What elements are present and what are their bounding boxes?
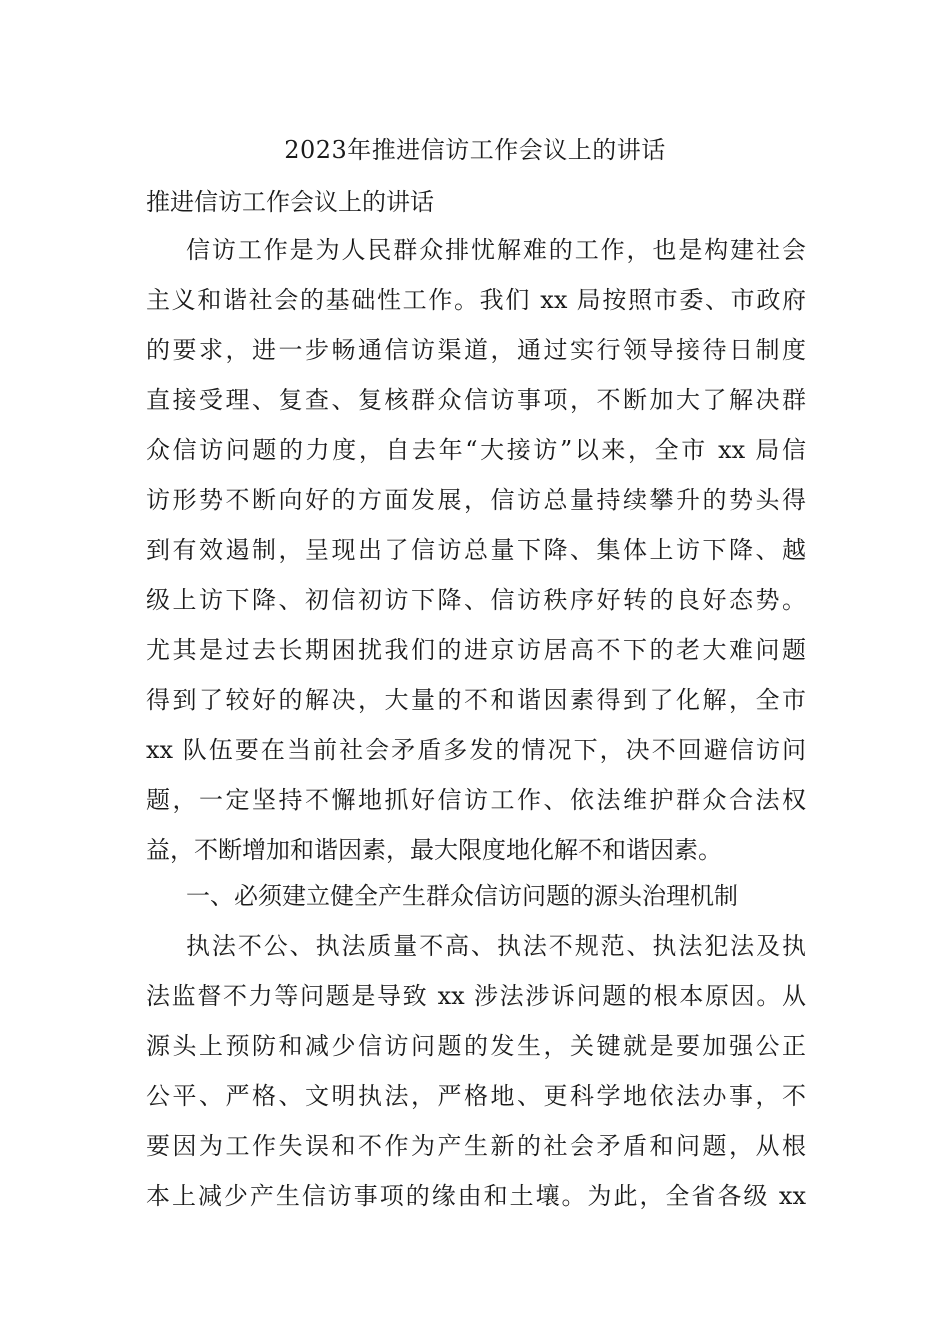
paragraph1-line: 益，不断增加和谐因素，最大限度地化解不和谐因素。 (146, 836, 722, 864)
paragraph1-line: 信访工作是为人民群众排忧解难的工作，也是构建社会 (186, 236, 806, 264)
paragraph1-line: 得到了较好的解决，大量的不和谐因素得到了化解，全市 (146, 686, 806, 714)
paragraph1-line: xx 队伍要在当前社会矛盾多发的情况下，决不回避信访问 (146, 736, 806, 764)
document-title: 2023年推进信访工作会议上的讲话 (284, 136, 666, 164)
document-subtitle: 推进信访工作会议上的讲话 (146, 188, 434, 216)
paragraph2-line: 法监督不力等问题是导致 xx 涉法涉诉问题的根本原因。从 (146, 982, 806, 1010)
paragraph2-line: 要因为工作失误和不作为产生新的社会矛盾和问题，从根 (146, 1132, 806, 1160)
paragraph2-line: 公平、严格、文明执法，严格地、更科学地依法办事，不 (146, 1082, 806, 1110)
paragraph1-line: 题，一定坚持不懈地抓好信访工作、依法维护群众合法权 (146, 786, 806, 814)
paragraph1-line: 直接受理、复查、复核群众信访事项，不断加大了解决群 (146, 386, 806, 414)
paragraph1-line: 访形势不断向好的方面发展，信访总量持续攀升的势头得 (146, 486, 806, 514)
section-heading: 一、必须建立健全产生群众信访问题的源头治理机制 (186, 882, 738, 910)
paragraph1-line: 尤其是过去长期困扰我们的进京访居高不下的老大难问题 (146, 636, 806, 664)
paragraph2-line: 本上减少产生信访事项的缘由和土壤。为此，全省各级 xx (146, 1182, 806, 1210)
paragraph1-line: 众信访问题的力度，自去年“大接访”以来，全市 xx 局信 (146, 436, 806, 464)
paragraph2-line: 执法不公、执法质量不高、执法不规范、执法犯法及执 (186, 932, 806, 960)
paragraph1-line: 到有效遏制，呈现出了信访总量下降、集体上访下降、越 (146, 536, 806, 564)
paragraph2-line: 源头上预防和减少信访问题的发生，关键就是要加强公正 (146, 1032, 806, 1060)
paragraph1-line: 的要求，进一步畅通信访渠道，通过实行领导接待日制度 (146, 336, 806, 364)
paragraph1-line: 级上访下降、初信初访下降、信访秩序好转的良好态势。 (146, 586, 806, 614)
paragraph1-line: 主义和谐社会的基础性工作。我们 xx 局按照市委、市政府 (146, 286, 806, 314)
